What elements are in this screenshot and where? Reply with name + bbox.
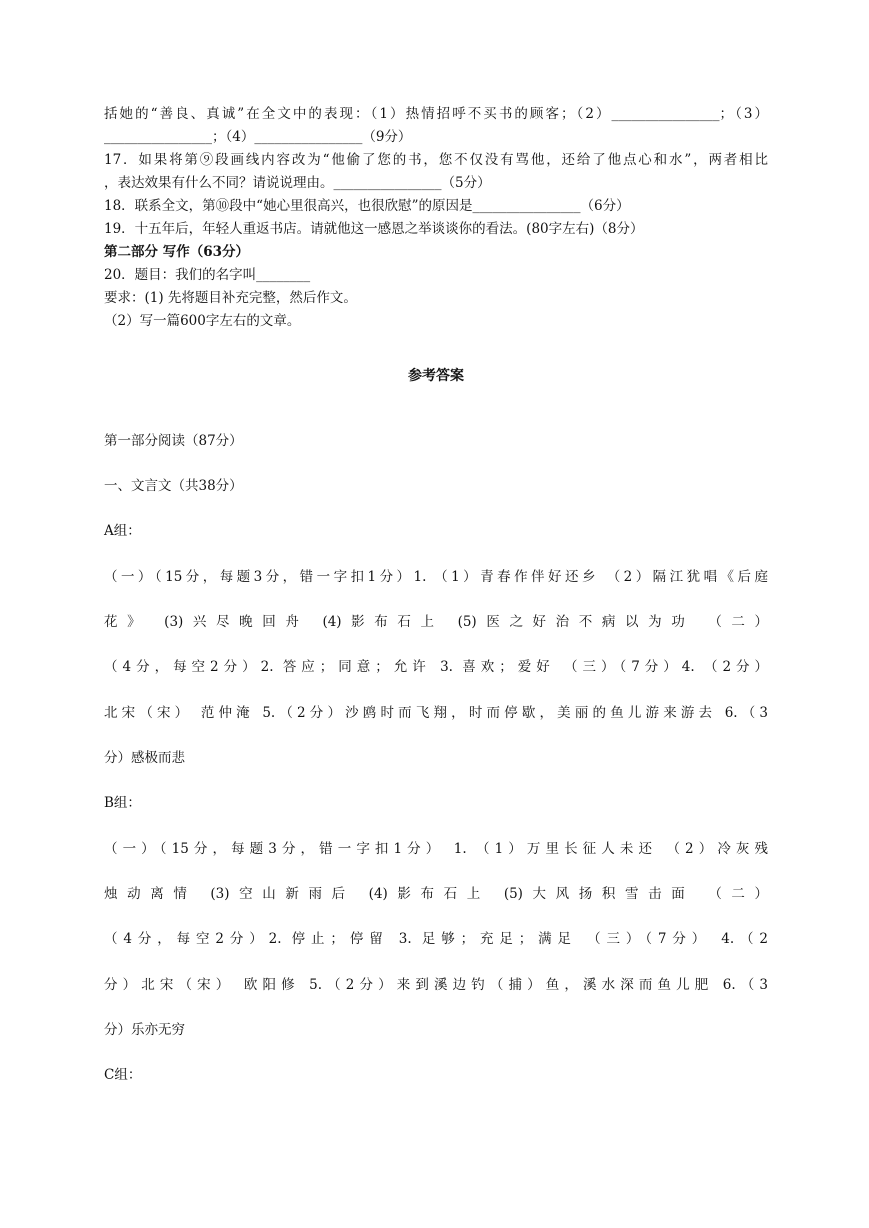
group-b-l2d: (5)大风扬积雪击面 bbox=[503, 886, 695, 902]
group-a-line-5: 分）感极而悲 bbox=[104, 750, 185, 766]
group-b-line-3 bbox=[104, 928, 768, 950]
group-a-l2a: 花》 bbox=[104, 614, 151, 630]
group-b-l2c: (4)影布石上 bbox=[368, 886, 490, 902]
group-b-l1b: 1. （1）万里长征人未还 bbox=[453, 841, 658, 857]
group-b-label: B组： bbox=[104, 795, 141, 811]
group-b-l3b: 3. 足够；充足；满足 bbox=[398, 931, 577, 947]
group-a-l3d: （三）（7分）4. （2分） bbox=[564, 659, 769, 675]
group-a-l4b: 范仲淹 bbox=[200, 705, 254, 721]
answers-title: 参考答案 bbox=[408, 368, 464, 384]
group-a-l3b: 答应；同意；允许 bbox=[282, 659, 431, 675]
q17-line-1: 17．如果将第⑨段画线内容改为“他偷了您的书，您不仅没有骂他，还给了他点心和水”，两者相比 bbox=[104, 152, 768, 168]
q16-line-1: 括她的“善良、真诚”在全文中的表现：（1）热情招呼不买书的顾客；（2）________________；（3） bbox=[104, 106, 768, 122]
group-b-l4b: 欧阳修 bbox=[243, 977, 300, 993]
q17-line-2: ，表达效果有什么不同？请说说理由。________________（5分） bbox=[104, 175, 491, 191]
group-a-l1a: （一）（15分，每题3分，错一字扣1分）1. （1）青春作伴好还乡 bbox=[104, 569, 599, 585]
group-b-line-2 bbox=[104, 883, 768, 905]
group-b-l4a: 分）北宋（宋） bbox=[104, 977, 235, 993]
group-a-l1b: （2）隔江犹唱《后庭 bbox=[606, 569, 768, 585]
answers-part1: 第一部分阅读（87分） bbox=[104, 433, 243, 449]
group-b-l4d: 6.（3 bbox=[722, 977, 769, 993]
group-b-l1c: （2）冷灰残 bbox=[666, 841, 769, 857]
group-a-line-3 bbox=[104, 656, 768, 678]
group-b-l2b: (3)空山新雨后 bbox=[210, 886, 355, 902]
group-a-l4d: 6.（3 bbox=[724, 705, 768, 721]
group-a-l2c: (4)影布石上 bbox=[322, 614, 444, 630]
group-b-l1a: （一）（15分，每题3分，错一字扣1分） bbox=[104, 841, 445, 857]
group-a-line-2 bbox=[104, 611, 768, 633]
group-c-label: C组： bbox=[104, 1067, 142, 1083]
q19: 19．十五年后，年轻人重返书店。请就他这一感恩之举谈谈你的看法。(80字左右)（8分） bbox=[104, 221, 644, 237]
group-b-l4c: 5.（2分）来到溪边钓（捕）鱼，溪水深而鱼儿肥 bbox=[309, 977, 714, 993]
group-a-l4c: 5.（2分）沙鸥时而飞翔，时而停歇，美丽的鱼儿游来游去 bbox=[262, 705, 717, 721]
group-b-l2e: （二） bbox=[708, 886, 769, 902]
requirement-2: （2）写一篇600字左右的文章。 bbox=[104, 313, 301, 329]
group-a-l2d: (5)医之好治不病以为功 bbox=[457, 614, 695, 630]
group-a-l4a: 北宋（宋） bbox=[104, 705, 193, 721]
group-a-label: A组： bbox=[104, 523, 141, 539]
group-b-l2a: 烛动离情 bbox=[104, 886, 197, 902]
group-b-line-1 bbox=[104, 838, 768, 860]
group-a-l2e: （二） bbox=[708, 614, 769, 630]
group-a-l3c: 3. 喜欢；爱好 bbox=[440, 659, 555, 675]
group-a-l2b: (3)兴尽晚回舟 bbox=[164, 614, 309, 630]
group-b-line-4 bbox=[104, 974, 768, 996]
group-b-l3a: （4分，每空2分）2. 停止；停留 bbox=[104, 931, 389, 947]
group-b-l3c: （三）（7分） bbox=[587, 931, 712, 947]
group-b-l3d: 4.（2 bbox=[721, 931, 769, 947]
q16-line-2: ________________；（4）________________（9分） bbox=[104, 129, 412, 145]
group-a-line-1 bbox=[104, 566, 768, 588]
answers-section1: 一、文言文（共38分） bbox=[104, 478, 243, 494]
group-a-line-4 bbox=[104, 702, 768, 724]
part2-heading: 第二部分 写作（63分） bbox=[104, 244, 249, 260]
q18: 18．联系全文，第⑩段中“她心里很高兴，也很欣慰”的原因是________________（6分） bbox=[104, 198, 630, 214]
group-a-l3a: （4分，每空2分）2. bbox=[104, 659, 274, 675]
requirement-1: 要求：(1) 先将题目补充完整，然后作文。 bbox=[104, 290, 357, 306]
q20: 20．题目：我们的名字叫________ bbox=[104, 267, 311, 283]
group-b-line-5: 分）乐亦无穷 bbox=[104, 1022, 185, 1038]
